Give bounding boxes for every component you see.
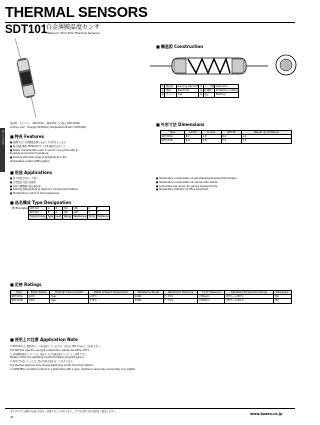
side-tab-label: サーミスタ <box>1 130 5 145</box>
table-row: SDT101B 1mW 3sec +70℃ 100Ω F: ±1% ±30ppm -55℃~+150℃ T52 <box>11 299 292 303</box>
footer-url[interactable]: www.koaen.co.jp <box>250 412 283 416</box>
table-row: ② 電極 Electrode ⑤ 保護膜 Protective coating <box>161 89 238 93</box>
construction-parts-table <box>160 84 239 98</box>
dimensions-table <box>160 130 292 144</box>
table-row: ① 感温体 Sensing element ④ リード線 Lead wire <box>161 85 239 89</box>
list-item: The SDT101 uses the cap-type construction, please use within 150℃. <box>10 348 91 352</box>
page-number: 41 <box>10 415 14 419</box>
list-item: temperature system (LBB system). <box>10 160 51 163</box>
list-item: Please confirm the operating conditions before using the sensor. <box>10 356 85 360</box>
list-item: ■ 各種空調機器の温度検出用 <box>10 184 41 188</box>
list-item: ■ 温度抵抗係数 3850ppm/℃ で JIS 規格対応品です。 <box>10 144 68 148</box>
table-row: Type Power Rating Thermal Time Constant Rated Ambient Temperature Resistance Range Resistance Tolerance T.C.R. Tolerance Operating Temperature Range Packaging <box>11 291 292 295</box>
list-item: ■ Sensing temperature of electronic clinical thermometers <box>10 188 78 192</box>
table-row: ③ キャップ Cap ⑥ 表示 Marking <box>161 93 239 97</box>
table-row: SDT101B 6.0 1.8 0.5 1.0 <box>161 139 292 143</box>
list-item: ■ 高精度な白金薄膜抵抗体で安定した特性を示します。 <box>10 141 68 144</box>
table-row: Type L±0.5 D max. d±0.05 Weight (g) (1000pcs) <box>161 131 292 135</box>
list-item: ④ CONSTER is molded or placed in a metal tube with a resin; resistance value may occasionally vary slightly. <box>10 367 136 371</box>
type-designation-heading: ■ 品名構成 Type Designation <box>10 200 71 206</box>
ratings-table <box>10 290 292 304</box>
product-photo <box>8 38 46 118</box>
title-en: Platinum Thin Film Thermal Sensors <box>46 31 100 35</box>
table-row: SDT101 A X T26 100 0 F <box>29 207 110 211</box>
list-item: ■ Stable characteristics even in use for a long time with an <box>10 148 79 152</box>
construction-end-view <box>274 53 298 77</box>
footer-disclaimer: 本カタログに記載の内容は予告なく変更することがあります。ご注文の際には仕様書をご確認ください。 <box>10 410 118 413</box>
list-item: excellent environment resistance. <box>10 152 50 156</box>
title-jp: 白金薄膜温度センサ <box>46 24 101 31</box>
dimensions-heading: ■ 外形寸法 Dimensions <box>156 122 204 128</box>
list-item: ③ 取付け方法によっては、熱応答性が変わることがあります。 <box>10 360 75 364</box>
features-list <box>10 141 150 165</box>
footer-rule <box>5 408 295 409</box>
applications-left <box>10 177 150 197</box>
list-item: ① SDT101 は、耐熱性の一つを使用していますが、全品は 150 ℃以内でご使用下さい。 <box>10 345 103 348</box>
features-heading: ■ 特長 Features <box>10 134 44 140</box>
application-note-text <box>10 345 290 373</box>
list-item: ■ Temperature compensation of various instruments <box>156 180 218 184</box>
table-row: SDT101 B X T26 100 0 F <box>29 211 110 215</box>
list-item: ■ Sensors with wide range of temperature in the <box>10 156 67 160</box>
application-note-heading: ■ 使用上の注意 Application Note <box>10 337 78 343</box>
type-designation-table <box>28 206 110 220</box>
construction-diagram <box>150 52 268 80</box>
list-item: ② 使用環境条件については、事前に十分な確認を行った上でご使用下さい。 <box>10 352 89 356</box>
side-tab <box>0 128 5 172</box>
table-row: Product Code Type Lead Taping Resistance T.C.R. Tolerance <box>29 215 109 219</box>
intro-text: 用途例：ドライヤー（SDT101A）、携帯 FAX 等の温度 (SDT101B) Cooling color : Orange (SDT101A), Temperature Brown (SDT101B) <box>10 122 86 129</box>
header-rule <box>5 22 295 23</box>
construction-heading: ■ 構造図 Construction <box>156 44 203 50</box>
list-item: ■ Temperature compensation of gas-phase/liquid-phase thermometer <box>156 177 237 180</box>
list-item: ■ 電子体温計用センサ素子 <box>10 177 39 180</box>
list-item: ■ Temperature detection of office equipment <box>156 188 209 192</box>
applications-heading: ■ 用途 Applications <box>10 170 52 176</box>
list-item: ■ Temperature control of home appliances <box>10 192 60 196</box>
list-item: The thermal response may change depending on the mounting method. <box>10 364 94 367</box>
category-title: THERMAL SENSORS <box>5 5 148 21</box>
applications-right <box>156 177 296 193</box>
list-item: ■ 家電製品の温度制御用 <box>10 180 36 184</box>
list-item: ■ Automotive use, sensor for various measurements <box>156 184 218 188</box>
ratings-heading: ■ 定格 Ratings <box>10 282 41 288</box>
table-row: SDT101A 1mW 3sec +70℃ 100Ω F: ±1% ±30ppm -55℃~+150℃ T26 <box>11 295 292 299</box>
table-row: SDT101A 6.0 1.8 0.4 1.0 <box>161 135 292 139</box>
example-label: 例 Example <box>12 206 28 210</box>
model-title: SDT101 <box>5 24 48 36</box>
